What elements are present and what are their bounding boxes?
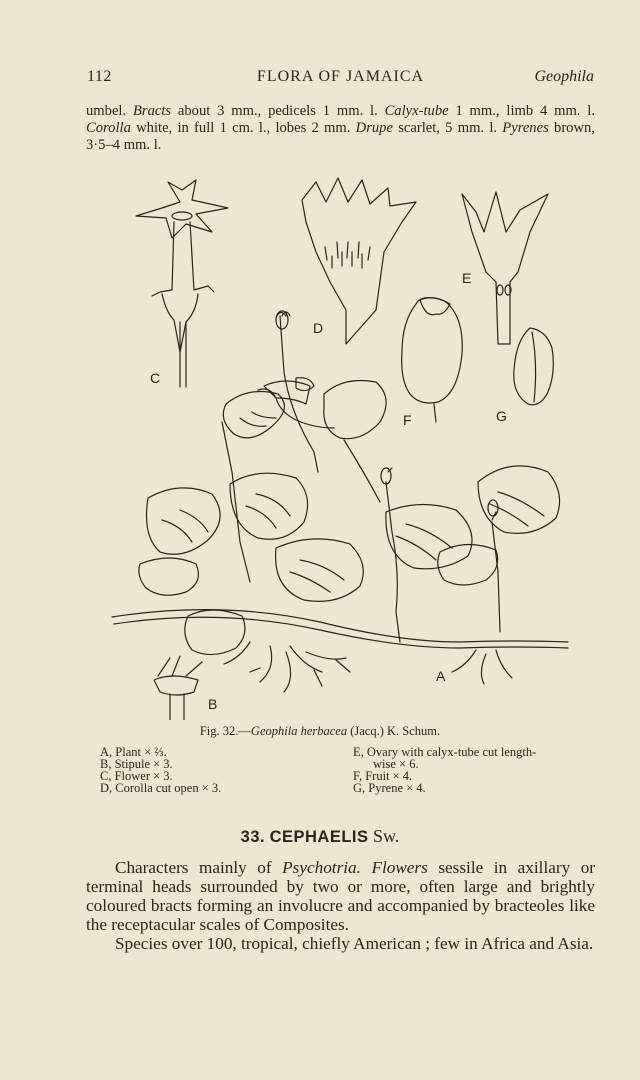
section-genus: CEPHAELIS <box>269 828 369 846</box>
running-genus: Geophila <box>534 68 594 85</box>
paragraph-term: Psychotria. <box>282 858 361 877</box>
desc-text: umbel. <box>86 103 127 119</box>
desc-text: 1 mm., limb 4 mm. l. <box>455 103 595 119</box>
caption-authority: (Jacq.) K. Schum. <box>347 724 441 738</box>
botanical-illustration <box>100 172 580 720</box>
desc-term: Corolla <box>86 120 131 136</box>
running-title: FLORA OF JAMAICA <box>256 68 425 85</box>
species-description <box>86 103 595 154</box>
desc-text: white, in full 1 cm. l., lobes 2 mm. <box>136 120 351 136</box>
legend-item: A, Plant × ⅔. <box>100 745 167 759</box>
legend-item: B, Stipule × 3. <box>100 757 173 771</box>
pyrene-drawing <box>514 328 554 405</box>
section-number: 33. <box>240 828 266 846</box>
ovary-drawing <box>462 192 548 344</box>
desc-term: Calyx-tube <box>384 103 449 119</box>
figure-label-a: A <box>436 668 446 684</box>
figure-label-f: F <box>403 412 412 428</box>
legend-item: E, Ovary with calyx-tube cut length- <box>353 745 537 759</box>
paragraph-term: Flowers <box>371 858 428 877</box>
page-header <box>87 68 594 90</box>
figure-label-c: C <box>150 370 161 386</box>
figure-label-g: G <box>496 408 507 424</box>
paragraph-text: Characters mainly of <box>115 858 272 877</box>
figure-caption <box>0 724 640 739</box>
section-heading <box>0 826 640 847</box>
caption-prefix: Fig. 32.— <box>199 724 251 738</box>
desc-term: Bracts <box>132 103 172 119</box>
caption-species: Geophila herbacea <box>250 724 348 738</box>
paragraph: Species over 100, tropical, chiefly American ; few in Africa and Asia. <box>115 934 594 953</box>
figure-label-d: D <box>313 320 324 336</box>
desc-term: Drupe <box>355 120 393 136</box>
paragraph-text: sessile in axillary or terminal heads surrounded by two or more, often large and brightly coloured bracts forming an involucre and accompanied by bracteoles like the receptacular scales of Composites. <box>86 858 596 934</box>
legend-item: C, Flower × 3. <box>100 769 173 783</box>
desc-text: scarlet, 5 mm. l. <box>398 120 498 136</box>
page-number: 112 <box>87 68 112 85</box>
flower-drawing <box>136 180 228 387</box>
desc-term: Pyrenes <box>502 120 549 136</box>
paragraph <box>86 858 595 934</box>
legend-item: F, Fruit × 4. <box>353 769 413 783</box>
figure-legend-right <box>353 746 536 794</box>
desc-text: brown, 3·5–4 mm. l. <box>86 120 595 153</box>
stipule-drawing <box>154 656 202 720</box>
legend-item: D, Corolla cut open × 3. <box>100 781 222 795</box>
legend-item: wise × 6. <box>373 757 419 771</box>
fruit-drawing <box>402 298 463 422</box>
figure-label-b: B <box>208 696 218 712</box>
desc-text: about 3 mm., pedicels 1 mm. l. <box>177 103 378 119</box>
section-authority: Sw. <box>373 826 400 846</box>
figure-legend-left <box>100 746 221 794</box>
figure-label-e: E <box>462 270 472 286</box>
legend-item: G, Pyrene × 4. <box>353 781 426 795</box>
genus-description <box>86 858 595 953</box>
